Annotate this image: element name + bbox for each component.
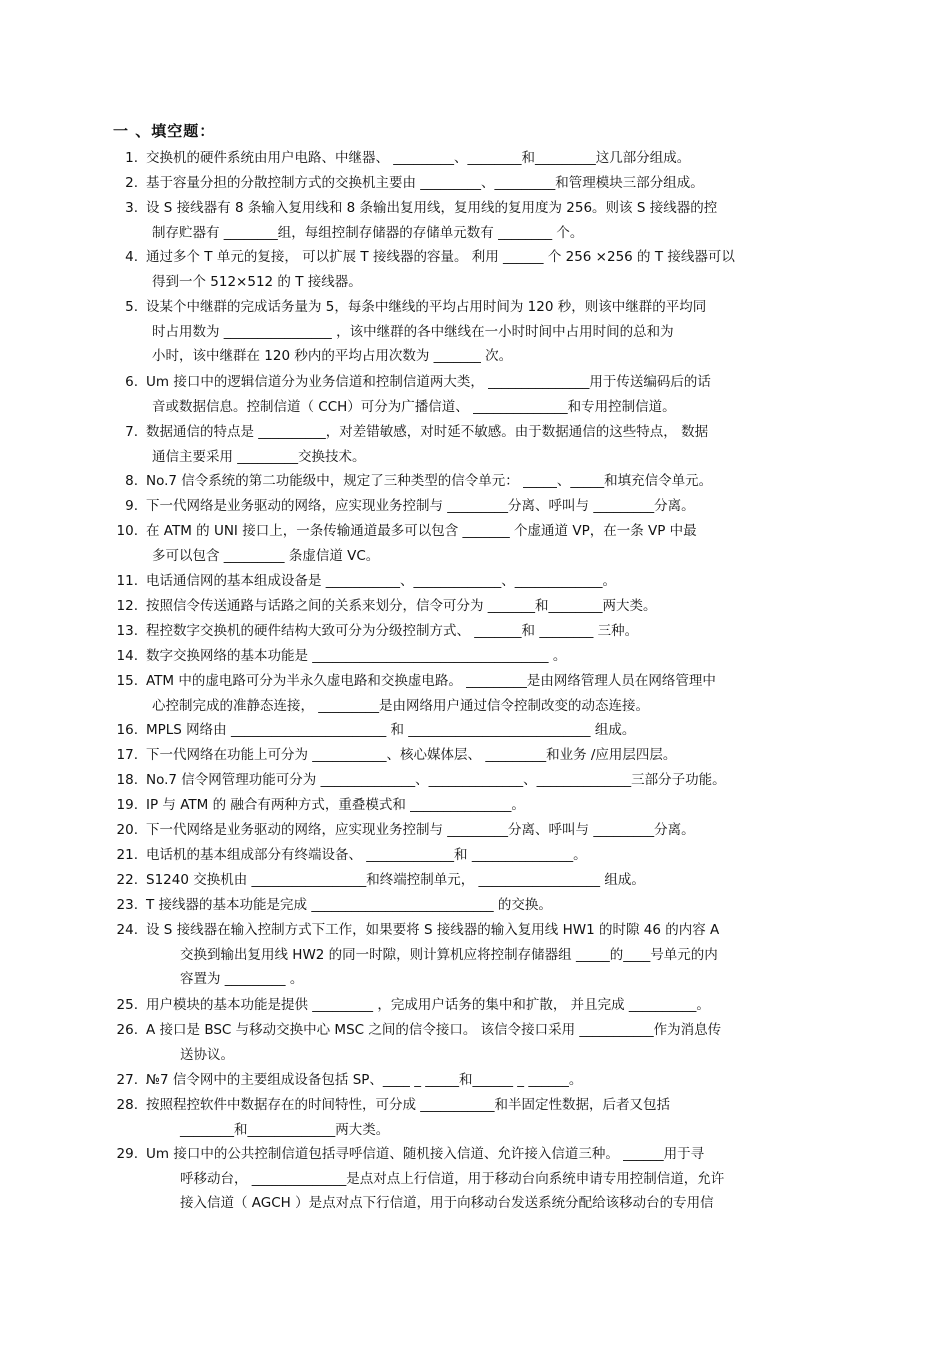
question-line: Um 接口中的逻辑信道分为业务信道和控制信道两大类， _______________用于传送编码后的话	[146, 374, 711, 390]
question-1	[110, 146, 840, 171]
question-25	[110, 993, 840, 1018]
question-3	[110, 196, 840, 245]
question-line: 通过多个 T 单元的复接， 可以扩展 T 接线器的容量。 利用 ______ 个 256 ×256 的 T 接线器可以	[146, 249, 735, 265]
question-number: 18.	[116, 772, 138, 788]
question-number: 25.	[116, 997, 138, 1013]
question-17	[110, 743, 840, 768]
question-2	[110, 171, 840, 196]
question-21	[110, 843, 840, 868]
question-line: №7 信令网中的主要组成设备包括 SP、____ _ _____和______ _ ______。	[146, 1072, 583, 1088]
question-text	[146, 793, 840, 818]
question-13	[110, 619, 840, 644]
question-line: 设某个中继群的完成话务量为 5，每条中继线的平均占用时间为 120 秒，则该中继群的平均同	[146, 299, 707, 315]
question-line: A 接口是 BSC 与移动交换中心 MSC 之间的信令接口。 该信令接口采用 ___________作为消息传	[146, 1022, 722, 1038]
question-6	[110, 370, 840, 419]
question-line: 数据通信的特点是 __________，对差错敏感，对时延不敏感。由于数据通信的这些特点， 数据	[146, 424, 709, 440]
question-20	[110, 818, 840, 843]
question-number: 27.	[116, 1072, 138, 1088]
question-line: 按照程控软件中数据存在的时间特性，可分成 ___________和半固定性数据，后者又包括	[146, 1097, 671, 1113]
question-text	[146, 494, 840, 519]
question-line: 音或数据信息。控制信道（ CCH）可分为广播信道、 ______________和专用控制信道。	[152, 398, 676, 415]
question-text	[146, 868, 840, 893]
question-7	[110, 420, 840, 469]
question-text	[146, 843, 840, 868]
question-5	[110, 295, 840, 369]
question-line: 送协议。	[180, 1046, 234, 1063]
question-16	[110, 718, 840, 743]
question-line: 下一代网络是业务驱动的网络，应实现业务控制与 _________分离、呼叫与 _________分离。	[146, 822, 695, 838]
question-line: 设 S 接线器有 8 条输入复用线和 8 条输出复用线，复用线的复用度为 256。则该 S 接线器的控	[146, 200, 718, 216]
question-number: 24.	[116, 922, 138, 938]
question-number: 8.	[125, 473, 138, 489]
question-23	[110, 893, 840, 918]
question-number: 1.	[125, 150, 138, 166]
question-number: 28.	[116, 1097, 138, 1113]
question-number: 11.	[116, 573, 138, 589]
question-text	[146, 1068, 840, 1093]
question-line: 接入信道（ AGCH ）是点对点下行信道，用于向移动台发送系统分配给该移动台的专用信	[180, 1195, 714, 1211]
question-line: 多可以包含 _________ 条虚信道 VC。	[152, 547, 380, 564]
question-line: 心控制完成的准静态连接， _________是由网络用户通过信令控制改变的动态连接。	[152, 697, 650, 714]
question-text	[146, 619, 840, 644]
question-text	[146, 569, 840, 594]
question-text	[146, 295, 840, 369]
question-text	[146, 420, 840, 469]
question-text	[146, 893, 840, 918]
question-8	[110, 469, 840, 494]
question-text	[146, 768, 840, 793]
question-line: 基于容量分担的分散控制方式的交换机主要由 _________、_________和管理模块三部分组成。	[146, 175, 704, 191]
question-number: 17.	[116, 747, 138, 763]
question-number: 16.	[116, 722, 138, 738]
question-line: 按照信令传送通路与话路之间的关系来划分，信令可分为 _______和________两大类。	[146, 598, 657, 614]
question-number: 9.	[125, 498, 138, 514]
question-line: Um 接口中的公共控制信道包括寻呼信道、随机接入信道、允许接入信道三种。 ______用于寻	[146, 1146, 705, 1162]
question-text	[146, 245, 840, 294]
question-line: 小时，该中继群在 120 秒内的平均占用次数为 _______ 次。	[152, 348, 513, 364]
question-line: 呼移动台， ______________是点对点上行信道，用于移动台向系统申请专用控制信道，允许	[180, 1170, 725, 1187]
question-line: S1240 交换机由 _________________和终端控制单元， __________________ 组成。	[146, 872, 645, 888]
question-line: 下一代网络是业务驱动的网络，应实现业务控制与 _________分离、呼叫与 _________分离。	[146, 498, 695, 514]
question-number: 22.	[116, 872, 138, 888]
question-text	[146, 171, 840, 196]
question-line: 电话机的基本组成部分有终端设备、 _____________和 _______________。	[146, 847, 587, 863]
question-number: 4.	[125, 249, 138, 265]
question-29	[110, 1142, 840, 1216]
question-9	[110, 494, 840, 519]
question-line: 容置为 _________ 。	[180, 971, 304, 987]
question-27	[110, 1068, 840, 1093]
question-line: 在 ATM 的 UNI 接口上，一条传输通道最多可以包含 _______ 个虚通道 VP，在一条 VP 中最	[146, 523, 697, 539]
question-text	[146, 1018, 840, 1067]
question-26	[110, 1018, 840, 1067]
question-line: No.7 信令系统的第二功能级中，规定了三种类型的信令单元： _____、_____和填充信令单元。	[146, 473, 713, 489]
question-text	[146, 718, 840, 743]
question-text	[146, 743, 840, 768]
question-line: MPLS 网络由 _______________________ 和 ___________________________ 组成。	[146, 722, 636, 738]
question-line: 得到一个 512×512 的 T 接线器。	[152, 273, 362, 290]
question-text	[146, 818, 840, 843]
question-12	[110, 594, 840, 619]
question-number: 7.	[125, 424, 138, 440]
question-number: 29.	[116, 1146, 138, 1162]
question-text	[146, 918, 840, 992]
question-22	[110, 868, 840, 893]
section-title: 一 、填空题：	[113, 122, 216, 140]
question-number: 13.	[116, 623, 138, 639]
question-text	[146, 469, 840, 494]
question-24	[110, 918, 840, 992]
question-line: 数字交换网络的基本功能是 ___________________________________ 。	[146, 648, 567, 664]
question-text	[146, 146, 840, 171]
question-line: 下一代网络在功能上可分为 ___________、核心媒体层、 _________和业务 /应用层四层。	[146, 747, 677, 763]
question-line: ________和_____________两大类。	[180, 1121, 390, 1138]
question-number: 19.	[116, 797, 138, 813]
question-11	[110, 569, 840, 594]
question-line: 程控数字交换机的硬件结构大致可分为分级控制方式、 _______和 ________ 三种。	[146, 623, 639, 639]
question-text	[146, 1093, 840, 1142]
question-number: 26.	[116, 1022, 138, 1038]
question-number: 12.	[116, 598, 138, 614]
question-line: IP 与 ATM 的 融合有两种方式，重叠模式和 _______________。	[146, 797, 525, 813]
question-text	[146, 196, 840, 245]
question-number: 14.	[116, 648, 138, 664]
question-line: 设 S 接线器在输入控制方式下工作，如果要将 S 接线器的输入复用线 HW1 的时隙 46 的内容 A	[146, 922, 720, 938]
question-line: ATM 中的虚电路可分为半永久虚电路和交换虚电路。 _________是由网络管理人员在网络管理中	[146, 673, 716, 689]
question-number: 10.	[116, 523, 138, 539]
question-text	[146, 669, 840, 718]
question-text	[146, 644, 840, 669]
question-10	[110, 519, 840, 568]
question-28	[110, 1093, 840, 1142]
question-14	[110, 644, 840, 669]
question-line: 制存贮器有 ________组，每组控制存储器的存储单元数有 ________ 个。	[152, 224, 584, 241]
question-number: 6.	[125, 374, 138, 390]
question-text	[146, 370, 840, 419]
question-number: 23.	[116, 897, 138, 913]
question-number: 21.	[116, 847, 138, 863]
question-text	[146, 594, 840, 619]
question-19	[110, 793, 840, 818]
question-number: 20.	[116, 822, 138, 838]
question-number: 15.	[116, 673, 138, 689]
question-4	[110, 245, 840, 294]
question-15	[110, 669, 840, 718]
question-number: 3.	[125, 200, 138, 216]
question-line: 通信主要采用 _________交换技术。	[152, 448, 366, 465]
question-line: T 接线器的基本功能是完成 ___________________________ 的交换。	[146, 897, 552, 913]
question-text	[146, 993, 840, 1018]
question-text	[146, 519, 840, 568]
question-line: No.7 信令网管理功能可分为 ______________、______________、______________三部分子功能。	[146, 772, 726, 788]
question-line: 时占用数为 ________________ ，该中继群的各中继线在一小时时间中占用时间的总和为	[152, 323, 674, 340]
question-text	[146, 1142, 840, 1216]
question-line: 用户模块的基本功能是提供 _________ ，完成用户话务的集中和扩散， 并且完成 __________。	[146, 997, 710, 1013]
question-18	[110, 768, 840, 793]
question-line: 电话通信网的基本组成设备是 ___________、_____________、_____________。	[146, 573, 617, 589]
question-line: 交换到输出复用线 HW2 的同一时隙，则计算机应将控制存储器组 _____的____号单元的内	[180, 946, 718, 963]
question-number: 5.	[125, 299, 138, 315]
question-number: 2.	[125, 175, 138, 191]
question-line: 交换机的硬件系统由用户电路、中继器、 _________、________和_________这几部分组成。	[146, 150, 691, 166]
